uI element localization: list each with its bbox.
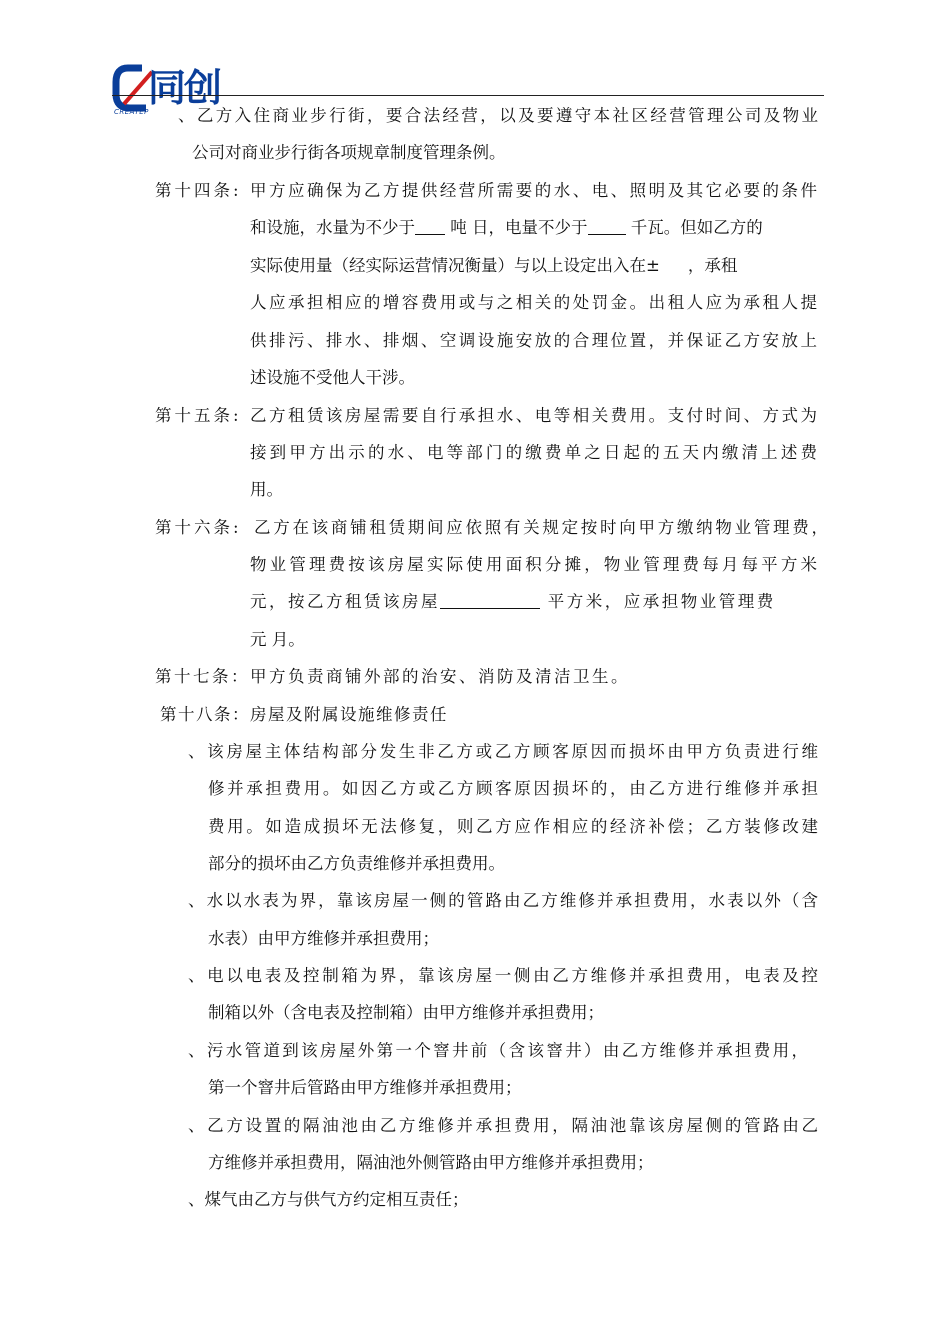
list-item: 水表）由甲方维修并承担费用； <box>208 929 439 948</box>
list-item: 第一个窨井后管路由甲方维修并承担费用； <box>208 1078 522 1097</box>
water-blank <box>415 218 445 235</box>
list-item: 、水以水表为界，靠该房屋一侧的管路由乙方维修并承担费用，水表以外（含 <box>188 891 818 910</box>
text-span: 实际使用量（经实际运营情况衡量）与以上设定出入在± <box>250 256 660 275</box>
article-14-text: 供排污、排水、排烟、空调设施安放的合理位置，并保证乙方安放上 <box>250 331 817 350</box>
article-16-text: 乙方在该商铺租赁期间应依照有关规定按时向甲方缴纳物业管理费， <box>254 518 828 537</box>
article-16-text: 元 月。 <box>250 630 305 649</box>
list-item: 部分的损坏由乙方负责维修并承担费用。 <box>208 854 505 873</box>
area-blank <box>440 592 540 609</box>
logo-subtext: CREATEP <box>114 108 149 116</box>
article-14-label: 第十四条: <box>155 181 242 200</box>
logo-text: 同创 <box>148 66 221 110</box>
text-span: ，承租 <box>687 256 738 275</box>
list-item: 、污水管道到该房屋外第一个窨井前（含该窨井）由乙方维修并承担费用， <box>188 1041 808 1060</box>
article-15-label: 第十五条: <box>155 406 242 425</box>
list-item: 、该房屋主体结构部分发生非乙方或乙方顾客原因而损坏由甲方负责进行维 <box>188 742 818 761</box>
article-18-heading: 第十八条：房屋及附属设施维修责任 <box>160 705 448 724</box>
list-item: 、电以电表及控制箱为界，靠该房屋一侧由乙方维修并承担费用，电表及控 <box>188 966 818 985</box>
article-16-text: 物业管理费按该房屋实际使用面积分摊，物业管理费每月每平方米 <box>250 555 817 574</box>
text-span: 和设施，水量为不少于 <box>250 218 415 237</box>
list-item: 费用。如造成损坏无法修复，则乙方应作相应的经济补偿；乙方装修改建 <box>208 817 818 836</box>
article-14-text: 人应承担相应的增容费用或与之相关的处罚金。出租人应为承租人提 <box>250 293 817 312</box>
text-span: 吨 日，电量不少于 <box>450 218 588 237</box>
article-15-text: 乙方租赁该房屋需要自行承担水、电等相关费用。支付时间、方式为 <box>250 406 817 425</box>
clause-line: 公司对商业步行街各项规章制度管理条例。 <box>192 143 506 162</box>
text-span: 千瓦。但如乙方的 <box>630 218 763 237</box>
header-rule <box>112 95 824 96</box>
article-14-text <box>250 254 737 278</box>
list-item: 制箱以外（含电表及控制箱）由甲方维修并承担费用； <box>208 1003 604 1022</box>
article-14-text: 述设施不受他人干涉。 <box>250 368 415 387</box>
text-span: 元，按乙方租赁该房屋 <box>250 592 440 611</box>
list-item: 、乙方设置的隔油池由乙方维修并承担费用，隔油池靠该房屋侧的管路由乙 <box>188 1116 818 1135</box>
article-16-text <box>250 590 776 614</box>
article-16-label: 第十六条: <box>155 518 242 537</box>
article-14-text: 甲方应确保为乙方提供经营所需要的水、电、照明及其它必要的条件 <box>250 181 817 200</box>
article-14-text <box>250 216 763 240</box>
text-span: 平方米，应承担物业管理费 <box>547 592 776 611</box>
list-item: 方维修并承担费用，隔油池外侧管路由甲方维修并承担费用； <box>208 1153 654 1172</box>
list-item: 修并承担费用。如因乙方或乙方顾客原因损坏的，由乙方进行维修并承担 <box>208 779 818 798</box>
power-blank <box>588 218 626 235</box>
article-17-text: 第十七条：甲方负责商铺外部的治安、消防及清洁卫生。 <box>155 667 630 686</box>
article-15-text: 接到甲方出示的水、电等部门的缴费单之日起的五天内缴清上述费 <box>250 443 817 462</box>
article-15-text: 用。 <box>250 480 283 499</box>
list-item: 、煤气由乙方与供气方约定相互责任； <box>188 1190 469 1209</box>
clause-line: 、乙方入住商业步行街，要合法经营，以及要遵守本社区经营管理公司及物业 <box>178 106 818 125</box>
